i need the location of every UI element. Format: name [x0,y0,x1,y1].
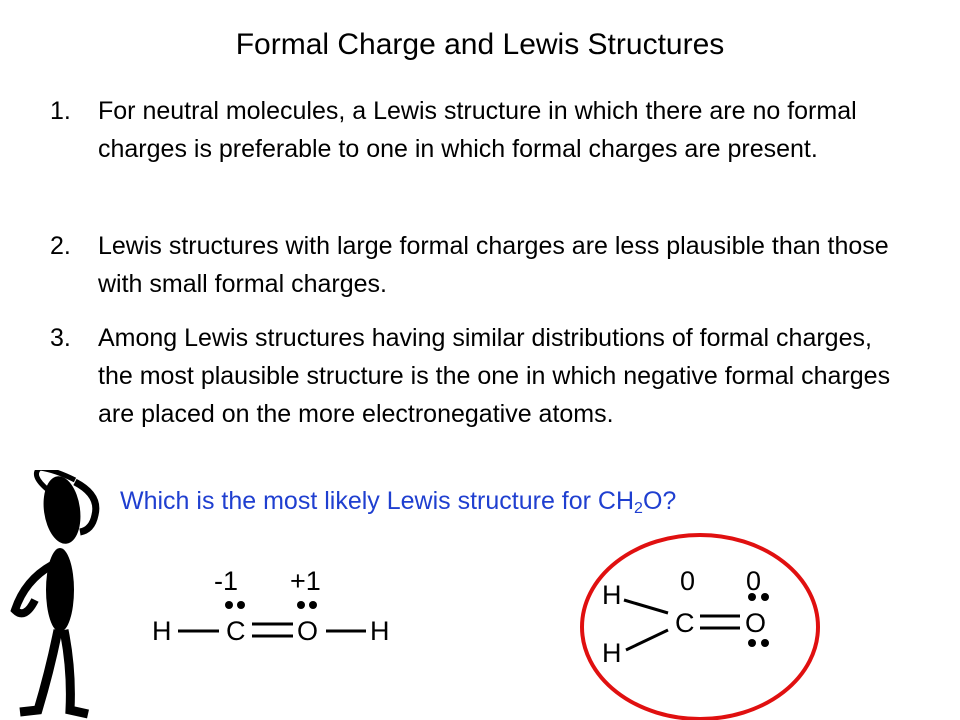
lone-pair-dot [748,639,756,647]
bond-h-c-upper [624,600,668,613]
atom-h-left: H [152,616,172,646]
question-suffix: O? [642,487,677,515]
atom-c: C [226,616,246,646]
lone-pair-dot [309,601,317,609]
rule-number: 1. [50,97,71,125]
atom-h-upper: H [602,580,622,610]
lone-pair-dot [297,601,305,609]
lone-pair-dot [761,639,769,647]
lone-pair-dot [237,601,245,609]
rule-text: Lewis structures with large formal charges are less plausible than those with small formal charges. [98,232,889,298]
bond-h-c-lower [626,630,668,650]
atom-o: O [297,616,319,646]
lone-pair-dot [225,601,233,609]
atom-h-right: H [370,616,390,646]
rule-text: For neutral molecules, a Lewis structure in which there are no formal charges is preferable to one in which formal charges are present. [98,97,857,163]
rule-number: 3. [50,324,71,352]
formal-charge-o: 0 [746,566,762,596]
atom-c: C [675,608,695,638]
lone-pair-dot [761,593,769,601]
formal-charge-c: -1 [214,566,239,596]
rule-number: 2. [50,232,71,260]
question-subscript: 2 [634,500,643,517]
formal-charge-o: +1 [290,566,321,596]
formal-charge-c: 0 [680,566,696,596]
atom-o: O [745,608,767,638]
atom-h-lower: H [602,638,622,668]
rule-text: Among Lewis structures having similar distributions of formal charges, the most plausible structure is the one in which negative formal charges are placed on the more electronegative atoms. [98,324,891,428]
slide-title: Formal Charge and Lewis Structures [235,28,725,61]
question-prefix: Which is the most likely Lewis structure for CH [120,487,635,515]
